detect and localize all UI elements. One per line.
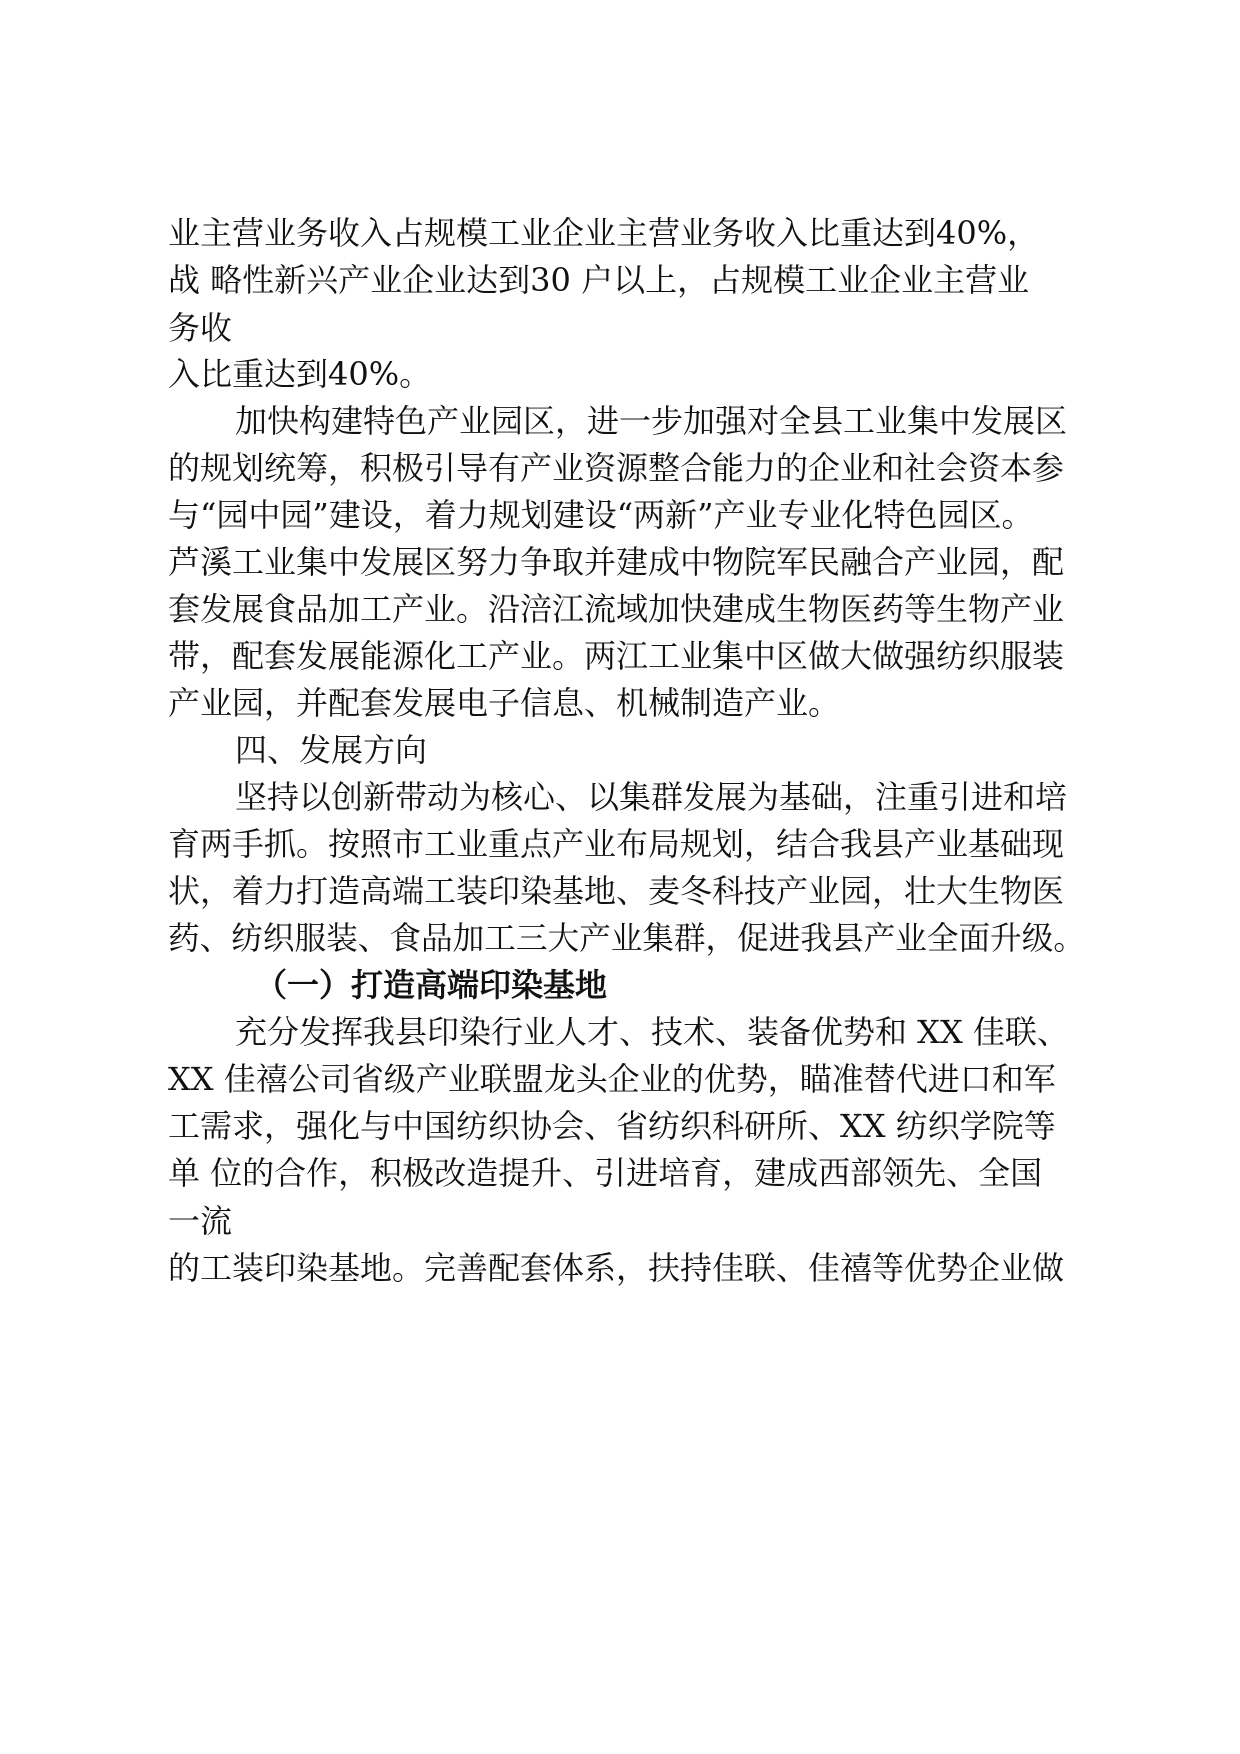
text-line: 芦溪工业集中发展区努力争取并建成中物院军民融合产业园，配 [168,543,1065,581]
text-line: 产业园，并配套发展电子信息、机械制造产业。 [168,684,841,722]
text-line: 带，配套发展能源化工产业。两江工业集中区做大做强纺织服装 [168,637,1065,675]
text-line: 工需求，强化与中国纺织协会、省纺织科研所、XX 纺织学院等 [168,1107,1056,1145]
paragraph-first-line: 坚持以创新带动为核心、以集群发展为基础，注重引进和培 [235,778,1068,816]
paragraph-first-line: 加快构建特色产业园区，进一步加强对全县工业集中发展区 [235,402,1068,440]
text-line: 的规划统筹，积极引导有产业资源整合能力的企业和社会资本参 [168,449,1065,487]
text-line: 的工装印染基地。完善配套体系，扶持佳联、佳禧等优势企业做 [168,1249,1065,1287]
paragraph-first-line: 充分发挥我县印染行业人才、技术、装备优势和 XX 佳联、 [235,1013,1069,1051]
text-line: XX 佳禧公司省级产业联盟龙头企业的优势，瞄准替代进口和军 [168,1060,1056,1098]
text-line: 与“园中园”建设，着力规划建设“两新”产业专业化特色园区。 [168,496,1034,534]
text-line: 套发展食品加工产业。沿涪江流域加快建成生物医药等生物产业 [168,590,1065,628]
section-heading: 四、发展方向 [235,731,428,769]
text-line: 状，着力打造高端工装印染基地、麦冬科技产业园，壮大生物医 [168,872,1065,910]
text-line: 入比重达到40%。 [168,355,432,393]
text-line: 药、纺织服装、食品加工三大产业集群，促进我县产业全面升级。 [168,919,1086,957]
text-line: 育两手抓。按照市工业重点产业布局规划，结合我县产业基础现 [168,825,1065,863]
text-line: 战 略性新兴产业企业达到30 户以上，占规模工业企业主营业 [168,261,1030,299]
subsection-heading: （一）打造高端印染基地 [255,966,608,1004]
text-line: 单 位的合作，积极改造提升、引进培育，建成西部领先、全国 [168,1154,1043,1192]
text-line: 一流 [168,1202,233,1240]
text-line: 务收 [168,309,233,347]
text-line: 业主营业务收入占规模工业企业主营业务收入比重达到40%， [168,214,1040,252]
